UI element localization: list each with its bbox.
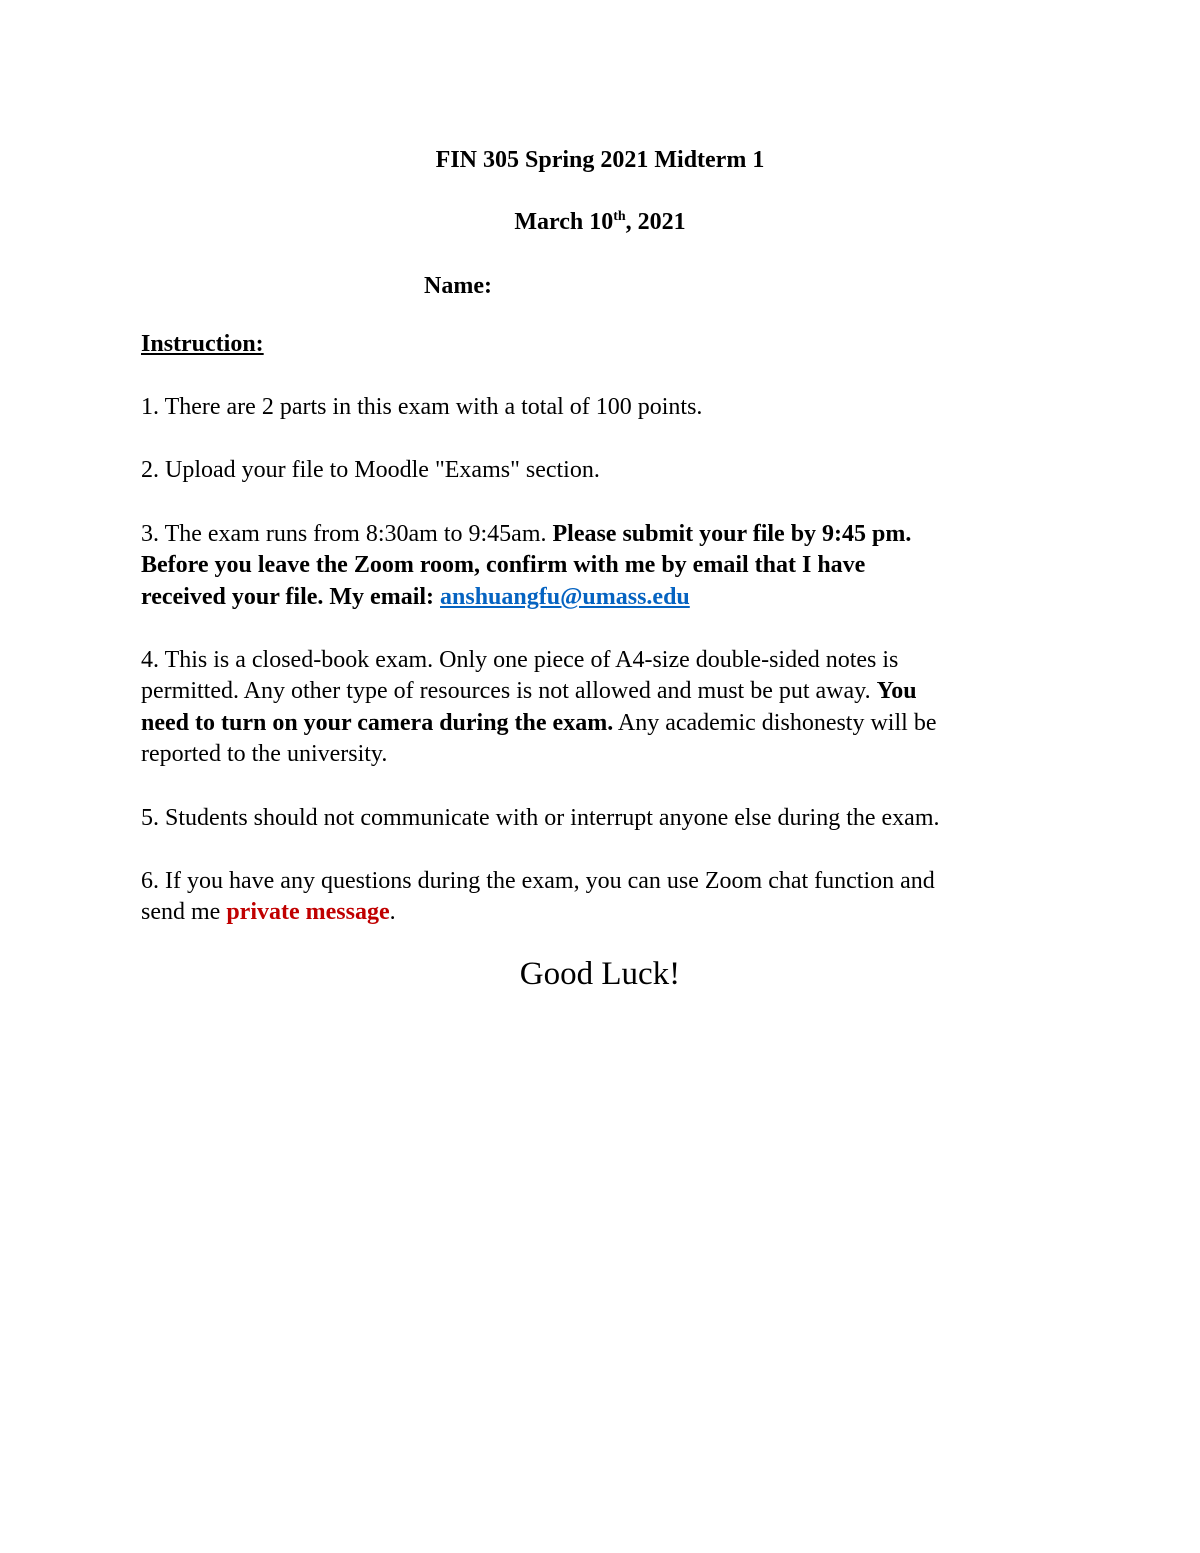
- instruction-item-3-line-2: Before you leave the Zoom room, confirm with me by email that I have: [141, 552, 866, 578]
- exam-date-main: March 10: [514, 209, 614, 235]
- instruction-item-4-line-1: 4. This is a closed-book exam. Only one piece of A4-size double-sided notes is: [141, 647, 899, 673]
- camera-requirement-text: need to turn on your camera during the exam.: [141, 710, 614, 736]
- instruction-item-1: 1. There are 2 parts in this exam with a total of 100 points.: [141, 394, 703, 420]
- instruction-item-6-line-1: 6. If you have any questions during the exam, you can use Zoom chat function and: [141, 868, 935, 894]
- submit-deadline-text: Please submit your file by 9:45 pm.: [552, 521, 912, 547]
- instruction-item-6-line-2: [141, 896, 396, 928]
- exam-date-year: , 2021: [625, 209, 686, 235]
- instruction-item-5: 5. Students should not communicate with or interrupt anyone else during the exam.: [141, 805, 940, 831]
- camera-text-start: You: [876, 678, 917, 704]
- exam-date-superscript: th: [613, 209, 626, 224]
- item-6-period: .: [389, 899, 396, 925]
- instruction-item-4-line-3: [141, 707, 936, 739]
- good-luck-text: Good Luck!: [519, 956, 681, 992]
- email-link[interactable]: anshuangfu@umass.edu: [440, 584, 690, 610]
- exam-title: FIN 305 Spring 2021 Midterm 1: [435, 147, 765, 173]
- instruction-item-3-line-3: [141, 581, 690, 613]
- item-4-text: permitted. Any other type of resources is not allowed and must be put away.: [141, 678, 877, 704]
- exam-date: [0, 206, 1200, 238]
- name-label: Name:: [424, 273, 492, 299]
- email-label: received your file. My email:: [141, 584, 441, 610]
- instruction-item-2: 2. Upload your file to Moodle "Exams" section.: [141, 457, 600, 483]
- item-6-text: send me: [141, 899, 227, 925]
- item-3-text: 3. The exam runs from 8:30am to 9:45am.: [141, 521, 553, 547]
- instruction-item-4-line-2: [141, 675, 917, 707]
- private-message-text: private message: [226, 899, 390, 925]
- instruction-item-4-line-4: reported to the university.: [141, 741, 388, 767]
- instruction-heading: Instruction:: [141, 331, 264, 357]
- dishonesty-text: Any academic dishonesty will be: [613, 710, 937, 736]
- instruction-item-3-line-1: [141, 518, 911, 550]
